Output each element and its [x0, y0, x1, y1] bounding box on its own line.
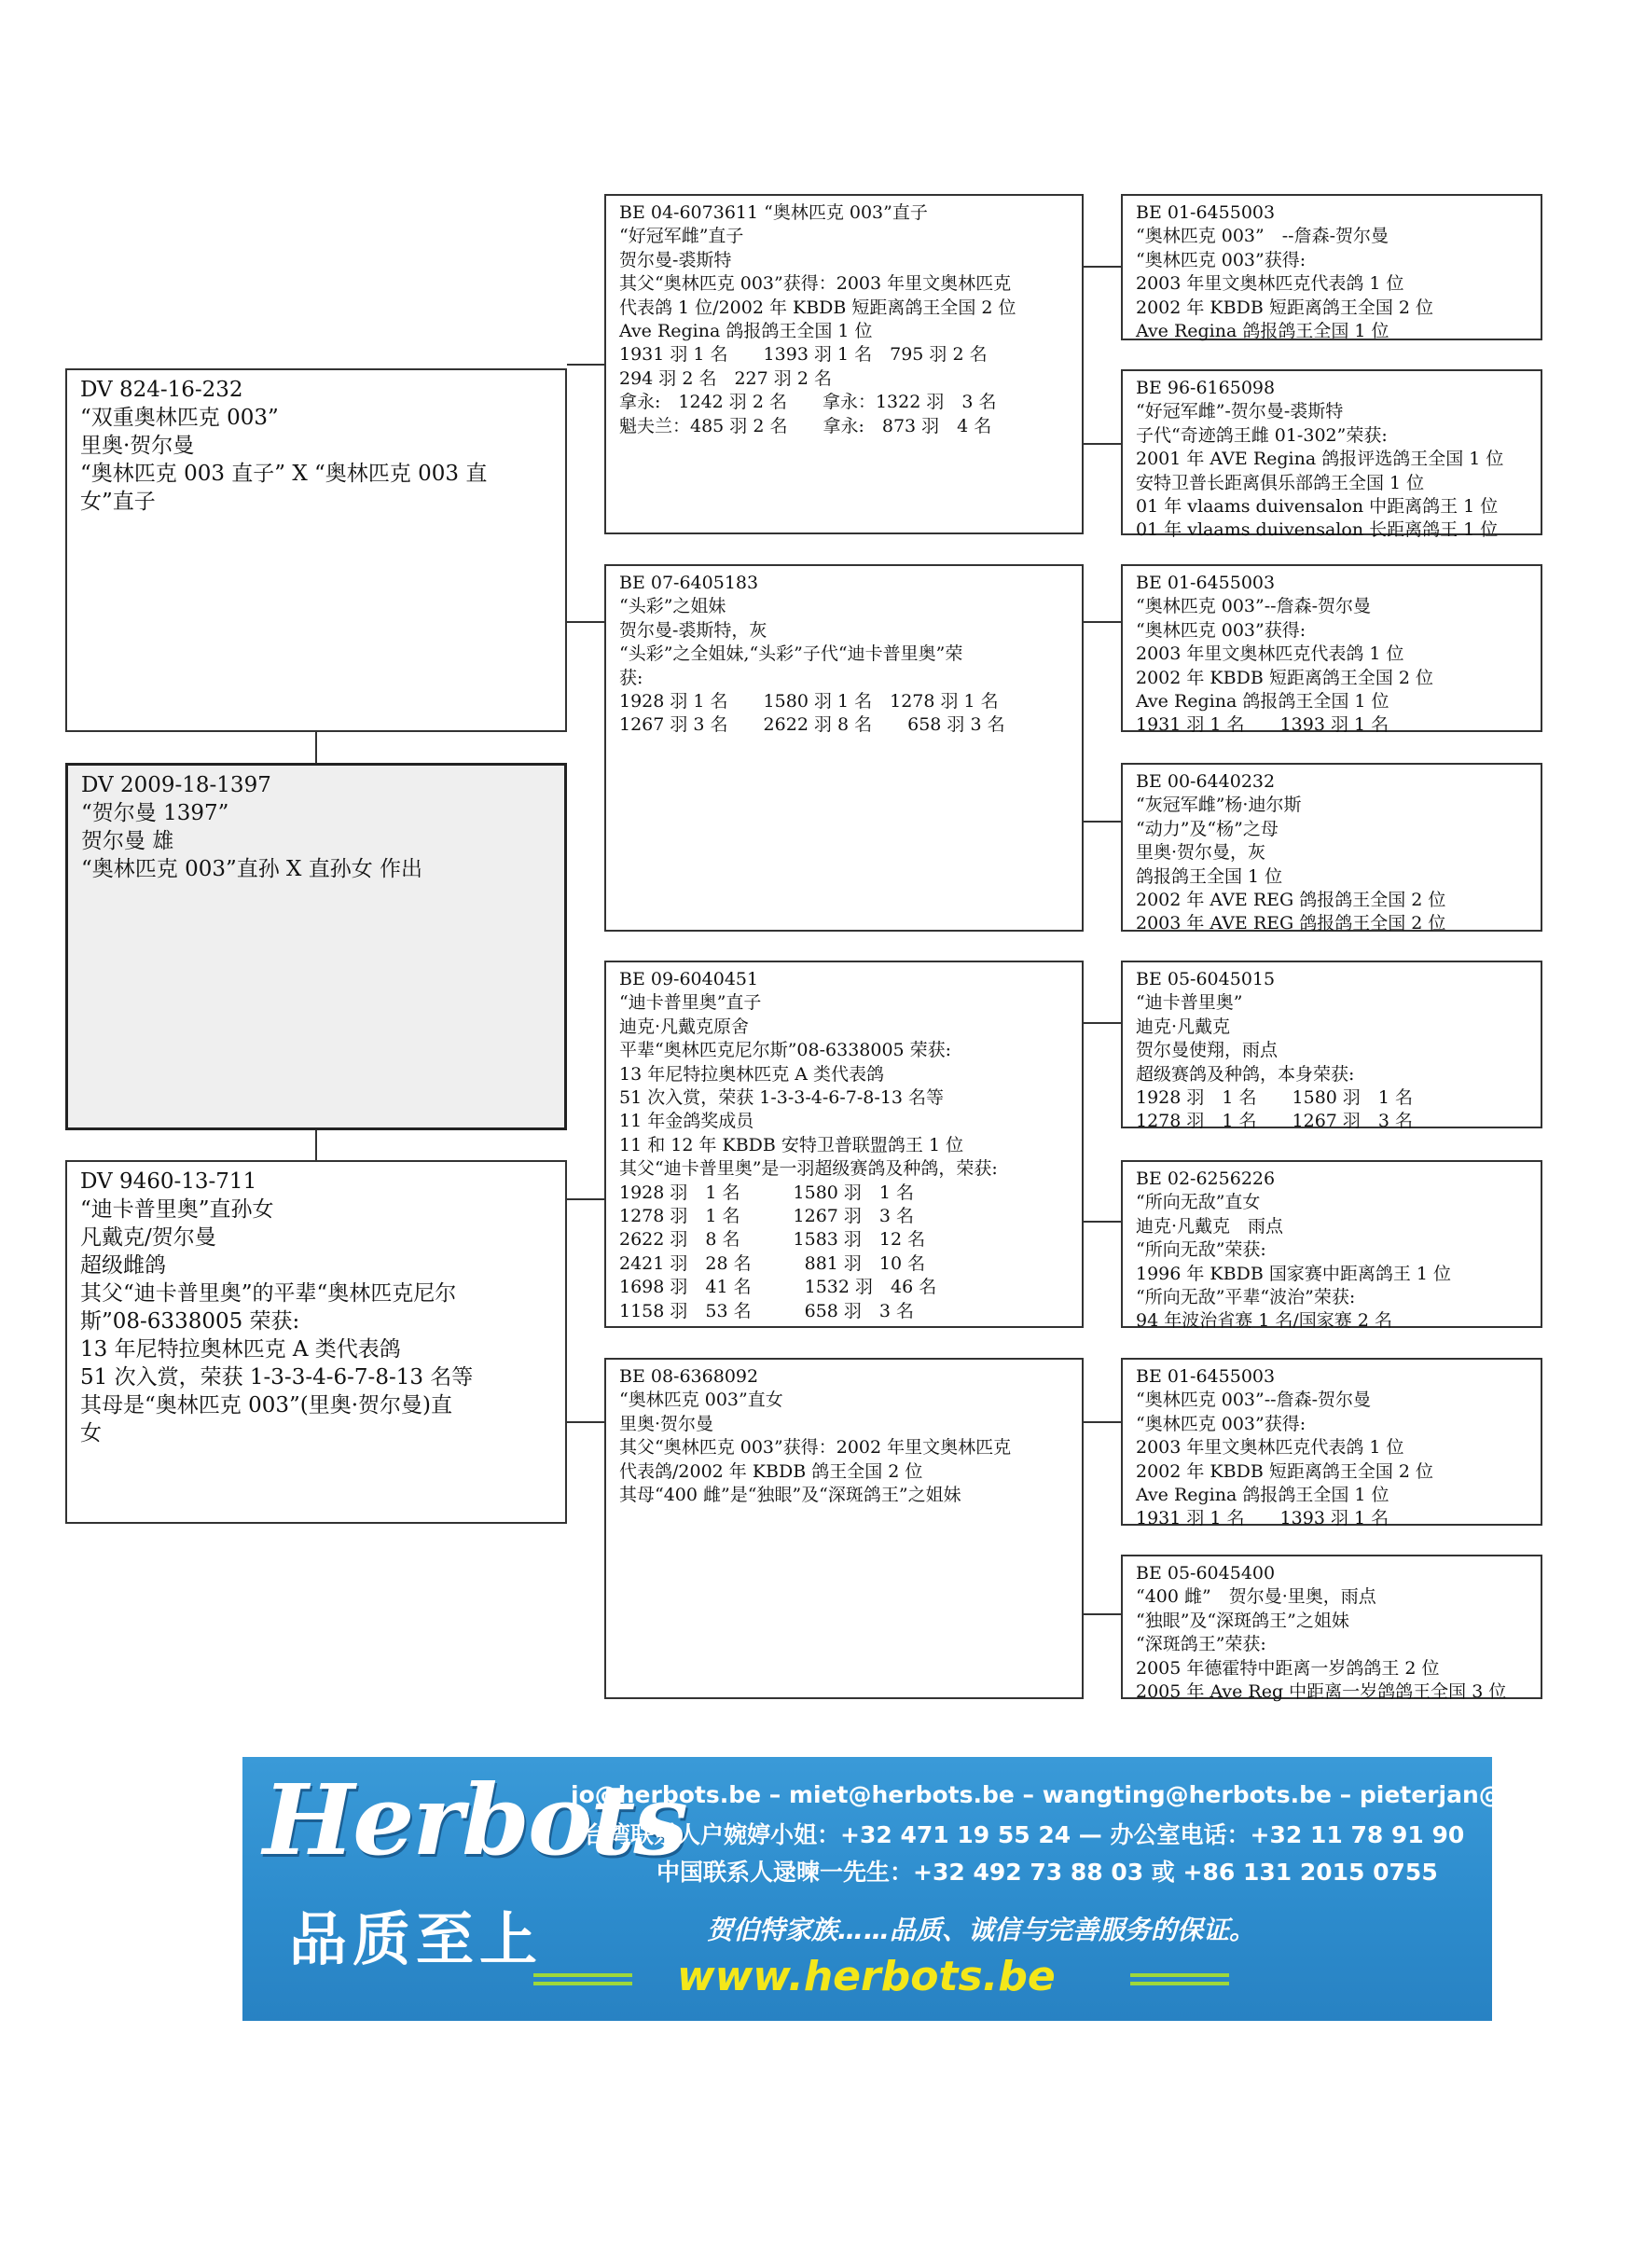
- pedigree-line: 魁夫兰：485 羽 2 名 拿永: 873 羽 4 名: [619, 415, 992, 436]
- connector-subject-sire: [315, 732, 317, 763]
- pedigree-line: DV 9460-13-711: [80, 1169, 257, 1194]
- pedigree-line: “迪卡普里奥”直子: [619, 992, 762, 1014]
- pedigree-line: 里奥·贺尔曼，灰: [1136, 842, 1266, 864]
- connector-dam-dam: [567, 1421, 604, 1423]
- pedigree-line: 2002 年 KBDB 短距离鸽王全国 2 位: [1136, 1460, 1433, 1482]
- herbots-logo: Herbots: [263, 1763, 686, 1877]
- pedigree-line: 2005 年 Ave Reg 中距离一岁鸽鸽王全国 3 位: [1136, 1681, 1507, 1703]
- connector-fm-fmf: [1084, 621, 1121, 623]
- pedigree-line: “所向无敌”平辈“波治”荣获:: [1136, 1287, 1356, 1308]
- sire-sire-dam-box: [1121, 369, 1542, 541]
- pedigree-line: 2002 年 KBDB 短距离鸽王全国 2 位: [1136, 667, 1433, 688]
- pedigree-line: 1996 年 KBDB 国家赛中距离鸽王 1 位: [1136, 1263, 1451, 1284]
- pedigree-line: 超级雌鸽: [80, 1253, 166, 1278]
- sire-sire-box: [604, 194, 1084, 534]
- pedigree-line: 2002 年 AVE REG 鸽报鸽王全国 2 位: [1136, 890, 1446, 911]
- dam-sire-box: [604, 961, 1084, 1328]
- pedigree-line: 2003 年 AVE REG 鸽报鸽王全国 2 位: [1136, 913, 1446, 934]
- pedigree-line: 代表鸽 1 位/2002 年 KBDB 短距离鸽王全国 2 位: [619, 297, 1016, 318]
- pedigree-line: BE 08-6368092: [619, 1366, 759, 1387]
- pedigree-line: “所向无敌”荣获:: [1136, 1239, 1266, 1261]
- banner-emails[interactable]: jo@herbots.be – miet@herbots.be – wangting@herbots.be – pieterjan@herbots.be: [571, 1781, 1645, 1808]
- pedigree-line: “双重奥林匹克 003”: [80, 406, 279, 430]
- pedigree-line: 平辈“奥林匹克尼尔斯”08-6338005 荣获:: [619, 1040, 952, 1061]
- sire-dam-box: [604, 564, 1084, 932]
- subject-pigeon-box: [65, 763, 567, 1130]
- connector-mm-mmm: [1084, 1613, 1121, 1615]
- pedigree-line: “迪卡普里奥”: [1136, 992, 1243, 1014]
- sire-box: [65, 368, 567, 732]
- pedigree-line: 子代“奇迹鸽王雌 01-302”荣获:: [1136, 424, 1388, 446]
- pedigree-line: BE 00-6440232: [1136, 771, 1276, 792]
- pedigree-line: BE 01-6455003: [1136, 202, 1276, 223]
- connector-mm-mmf: [1084, 1421, 1121, 1423]
- pedigree-line: 2003 年里文奥林匹克代表鸽 1 位: [1136, 643, 1404, 665]
- pedigree-line: 1698 羽 41 名 1532 羽 46 名: [619, 1277, 937, 1298]
- pedigree-line: 安特卫普长距离俱乐部鸽王全国 1 位: [1136, 472, 1425, 493]
- pedigree-line: 超级赛鸽及种鸽，本身荣获:: [1136, 1063, 1355, 1085]
- pedigree-line: “独眼”及“深斑鸽王”之姐妹: [1136, 1610, 1349, 1631]
- pedigree-line: BE 04-6073611 “奥林匹克 003”直子: [619, 202, 928, 223]
- banner-slogan: 品质至上: [289, 1905, 544, 1973]
- banner-taiwan-contact: 台湾联系人户婉婷小姐：+32 471 19 55 24 — 办公室电话：+32 11 78 91 90: [584, 1821, 1465, 1848]
- pedigree-line: 获:: [619, 667, 643, 688]
- pedigree-line: “奥林匹克 003” --詹森-贺尔曼: [1136, 226, 1389, 247]
- pedigree-line: BE 01-6455003: [1136, 1366, 1276, 1387]
- pedigree-line: “奥林匹克 003”获得:: [1136, 249, 1306, 270]
- pedigree-line: 迪克·凡戴克 雨点: [1136, 1215, 1284, 1237]
- pedigree-line: 51 次入赏，荣获 1-3-3-4-6-7-8-13 名等: [80, 1365, 474, 1390]
- pedigree-line: 2002 年 KBDB 短距离鸽王全国 2 位: [1136, 297, 1433, 318]
- banner-china-contact: 中国联系人逯暕一先生：+32 492 73 88 03 或 +86 131 2015 0755: [657, 1859, 1438, 1886]
- pedigree-line: 迪克·凡戴克: [1136, 1016, 1231, 1037]
- pedigree-line: 贺尔曼 雄: [81, 829, 174, 853]
- pedigree-line: 01 年 vlaams duivensalon 长距离鸽王 1 位: [1136, 519, 1499, 541]
- pedigree-line: 拿永: 1242 羽 2 名 拿永：1322 羽 3 名: [619, 392, 997, 413]
- pedigree-line: 1928 羽 1 名 1580 羽 1 名 1278 羽 1 名: [619, 691, 999, 712]
- connector-mf-mff: [1084, 1022, 1121, 1024]
- pedigree-line: 其父“奥林匹克 003”获得：2003 年里文奥林匹克: [619, 273, 1012, 295]
- pedigree-line: BE 96-6165098: [1136, 378, 1276, 398]
- dam-dam-sire-box: [1121, 1358, 1542, 1529]
- pedigree-line: 1267 羽 3 名 2622 羽 8 名 658 羽 3 名: [619, 714, 1005, 736]
- pedigree-line: 13 年尼特拉奥林匹克 A 类代表鸽: [80, 1337, 401, 1362]
- pedigree-line: 其父“迪卡普里奥”的平辈“奥林匹克尼尔: [80, 1281, 457, 1306]
- sire-dam-sire-box: [1121, 564, 1542, 736]
- pedigree-line: “头彩”之全姐妹,“头彩”子代“迪卡普里奥”荣: [619, 643, 963, 665]
- pedigree-line: “所向无敌”直女: [1136, 1192, 1261, 1213]
- pedigree-line: “贺尔曼 1397”: [81, 801, 229, 825]
- pedigree-line: “奥林匹克 003”--詹森-贺尔曼: [1136, 596, 1371, 617]
- pedigree-line: 其父“迪卡普里奥”是一羽超级赛鸽及种鸽，荣获:: [619, 1158, 998, 1180]
- pedigree-line: 51 次入赏，荣获 1-3-3-4-6-7-8-13 名等: [619, 1087, 945, 1109]
- pedigree-line: “好冠军雌”直子: [619, 226, 744, 247]
- pedigree-line: 代表鸽/2002 年 KBDB 鸽王全国 2 位: [619, 1460, 923, 1482]
- pedigree-line: BE 09-6040451: [619, 969, 759, 989]
- connector-ff-fff: [1084, 266, 1121, 268]
- pedigree-line: “奥林匹克 003”直孙 X 直孙女 作出: [81, 857, 423, 881]
- connector-subject-dam: [315, 1130, 317, 1160]
- pedigree-line: 11 和 12 年 KBDB 安特卫普联盟鸽王 1 位: [619, 1134, 964, 1155]
- pedigree-line: 迪克·凡戴克原舍: [619, 1016, 750, 1037]
- pedigree-line: 11 年金鸽奖成员: [619, 1111, 754, 1132]
- pedigree-line: 2001 年 AVE Regina 鸽报评选鸽王全国 1 位: [1136, 449, 1504, 470]
- connector-sire-sire: [567, 364, 604, 366]
- pedigree-line: 贺尔曼-裘斯特，灰: [619, 619, 767, 641]
- pedigree-line: DV 2009-18-1397: [81, 773, 271, 797]
- green-rule-left-top: [533, 1973, 632, 1977]
- pedigree-line: BE 05-6045015: [1136, 969, 1276, 989]
- pedigree-line: 294 羽 2 名 227 羽 2 名: [619, 367, 832, 389]
- pedigree-line: “奥林匹克 003”获得:: [1136, 619, 1306, 641]
- banner-motto: 贺伯特家族……品质、诚信与完善服务的保证。: [707, 1915, 1256, 1945]
- pedigree-line: 2003 年里文奥林匹克代表鸽 1 位: [1136, 1437, 1404, 1459]
- pedigree-line: 1931 羽 1 名 1393 羽 1 名 795 羽 2 名: [619, 344, 988, 366]
- pedigree-line: 2421 羽 28 名 881 羽 10 名: [619, 1252, 926, 1274]
- pedigree-line: Ave Regina 鸽报鸽王全国 1 位: [1136, 691, 1389, 712]
- sire-sire-sire-box: [1121, 194, 1542, 340]
- dam-dam-dam-box: [1121, 1555, 1542, 1703]
- pedigree-line: BE 01-6455003: [1136, 573, 1276, 593]
- pedigree-line: 鸽报鸽王全国 1 位: [1136, 865, 1283, 887]
- pedigree-line: 13 年尼特拉奥林匹克 A 类代表鸽: [619, 1063, 885, 1085]
- pedigree-line: 里奥·贺尔曼: [80, 434, 195, 458]
- pedigree-line: 贺尔曼-裘斯特: [619, 249, 732, 270]
- pedigree-line: “奥林匹克 003”直女: [619, 1390, 783, 1411]
- connector-dam-sire: [567, 1198, 604, 1200]
- herbots-contact-banner: [242, 1757, 1645, 2021]
- dam-box: [65, 1160, 567, 1524]
- pedigree-line: 1931 羽 1 名 1393 羽 1 名: [1136, 714, 1389, 736]
- pedigree-line: “动力”及“杨”之母: [1136, 818, 1279, 839]
- dam-dam-box: [604, 1358, 1084, 1699]
- pedigree-line: 1278 羽 1 名 1267 羽 3 名: [619, 1206, 915, 1227]
- dam-sire-sire-box: [1121, 961, 1542, 1132]
- dam-sire-dam-box: [1121, 1160, 1542, 1332]
- pedigree-line: 1928 羽 1 名 1580 羽 1 名: [619, 1182, 915, 1203]
- pedigree-line: 01 年 vlaams duivensalon 中距离鸽王 1 位: [1136, 496, 1499, 518]
- pedigree-line: Ave Regina 鸽报鸽王全国 1 位: [619, 321, 873, 342]
- banner-website-link[interactable]: www.herbots.be: [677, 1953, 1056, 2000]
- pedigree-line: 女: [80, 1421, 102, 1445]
- pedigree-line: Ave Regina 鸽报鸽王全国 1 位: [1136, 321, 1389, 342]
- pedigree-line: DV 824-16-232: [80, 378, 243, 402]
- sire-dam-dam-box: [1121, 763, 1542, 932]
- green-rule-right-bottom: [1130, 1982, 1229, 1985]
- pedigree-line: 其母“400 雌”是“独眼”及“深斑鸽王”之姐妹: [619, 1485, 961, 1506]
- pedigree-line: “好冠军雌”-贺尔曼-裘斯特: [1136, 401, 1344, 422]
- pedigree-line: 1928 羽 1 名 1580 羽 1 名: [1136, 1087, 1414, 1109]
- pedigree-line: BE 07-6405183: [619, 573, 759, 593]
- pedigree-line: “奥林匹克 003”--詹森-贺尔曼: [1136, 1390, 1371, 1411]
- pedigree-line: 2003 年里文奥林匹克代表鸽 1 位: [1136, 273, 1404, 295]
- pedigree-line: 94 年波治省赛 1 名/国家赛 2 名: [1136, 1310, 1392, 1332]
- pedigree-line: 女”直子: [80, 490, 156, 514]
- pedigree-line: “迪卡普里奥”直孙女: [80, 1197, 274, 1222]
- pedigree-line: 1158 羽 53 名 658 羽 3 名: [619, 1300, 915, 1321]
- pedigree-line: 其父“奥林匹克 003”获得：2002 年里文奥林匹克: [619, 1437, 1012, 1459]
- pedigree-line: “深斑鸽王”荣获:: [1136, 1634, 1266, 1655]
- pedigree-line: “灰冠军雌”杨·迪尔斯: [1136, 795, 1302, 816]
- connector-mf-mfm: [1084, 1221, 1121, 1223]
- pedigree-line: BE 02-6256226: [1136, 1169, 1276, 1189]
- pedigree-line: “奥林匹克 003”获得:: [1136, 1413, 1306, 1434]
- connector-sire-dam: [567, 621, 604, 623]
- pedigree-line: “奥林匹克 003 直子” X “奥林匹克 003 直: [80, 462, 488, 486]
- pedigree-line: 斯”08-6338005 荣获:: [80, 1309, 300, 1334]
- pedigree-line: 2005 年德霍特中距离一岁鸽鸽王 2 位: [1136, 1657, 1440, 1679]
- pedigree-line: “头彩”之姐妹: [619, 596, 726, 617]
- green-rule-right-top: [1130, 1973, 1229, 1977]
- connector-ff-ffm: [1084, 443, 1121, 445]
- pedigree-line: BE 05-6045400: [1136, 1563, 1276, 1583]
- pedigree-line: “400 雌” 贺尔曼·里奥，雨点: [1136, 1586, 1376, 1608]
- pedigree-line: 其母是“奥林匹克 003”(里奥·贺尔曼)直: [80, 1393, 452, 1418]
- pedigree-line: 2622 羽 8 名 1583 羽 12 名: [619, 1229, 926, 1251]
- pedigree-line: 1931 羽 1 名 1393 羽 1 名: [1136, 1508, 1389, 1529]
- pedigree-line: 1278 羽 1 名 1267 羽 3 名: [1136, 1111, 1414, 1132]
- pedigree-line: 里奥·贺尔曼: [619, 1413, 714, 1434]
- pedigree-line: Ave Regina 鸽报鸽王全国 1 位: [1136, 1485, 1389, 1506]
- green-rule-left-bottom: [533, 1982, 632, 1985]
- pedigree-line: 贺尔曼使翔，雨点: [1136, 1040, 1279, 1061]
- pedigree-line: 凡戴克/贺尔曼: [80, 1225, 216, 1250]
- connector-fm-fmm: [1084, 821, 1121, 823]
